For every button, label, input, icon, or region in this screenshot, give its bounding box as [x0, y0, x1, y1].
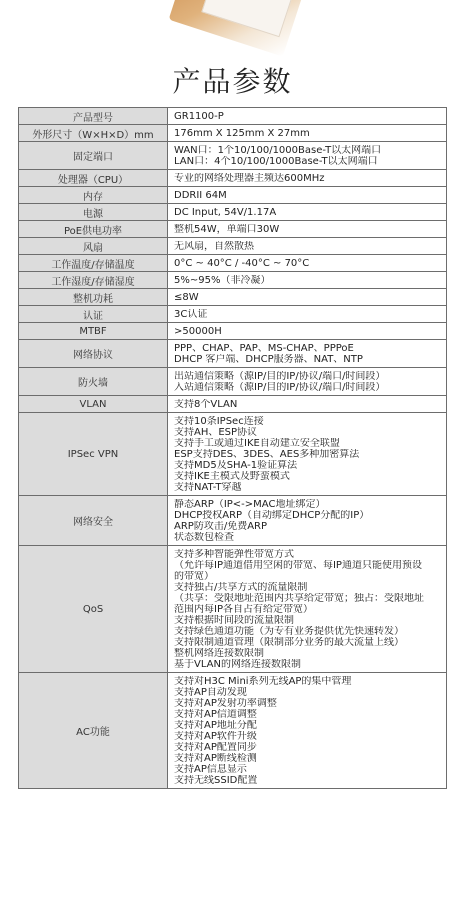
spec-value — [168, 204, 447, 221]
spec-value-line: ARP防攻击/免费ARP — [174, 520, 268, 532]
spec-row — [19, 142, 447, 170]
spec-value-line: 支持IKE主模式及野蛮模式 — [174, 470, 290, 482]
page-title: 产品参数 — [172, 65, 293, 98]
spec-value-line: ESP支持DES、3DES、AES多种加密算法 — [174, 448, 360, 460]
spec-value-line: 0°C ~ 40°C / -40°C ~ 70°C — [174, 257, 310, 269]
spec-value — [168, 289, 447, 306]
spec-value-line: 支持对H3C Mini系列无线AP的集中管理 — [174, 675, 352, 687]
spec-value — [168, 340, 447, 368]
spec-value-line: 支持限制通道管理（限制部分业务的最大流量上线） — [174, 636, 404, 648]
spec-row — [19, 221, 447, 238]
spec-row — [19, 125, 447, 142]
spec-value-line: 范围内每IP各自占有给定带宽） — [174, 603, 313, 615]
spec-label: 内存 — [19, 187, 168, 204]
spec-value-line: 支持独占/共享方式的流量限制 — [174, 581, 308, 593]
spec-value — [168, 306, 447, 323]
spec-label: 电源 — [19, 204, 168, 221]
spec-value-line: 支持AH、ESP协议 — [174, 426, 258, 438]
spec-label: 产品型号 — [19, 108, 168, 125]
spec-label: 网络安全 — [19, 496, 168, 546]
spec-value-line: 支持对AP地址分配 — [174, 719, 257, 731]
spec-value-line: 支持绿色通道功能（为专有业务提供优先快速转发） — [174, 625, 404, 637]
spec-label: 整机功耗 — [19, 289, 168, 306]
spec-value-line: 的带宽） — [174, 570, 214, 582]
spec-value — [168, 108, 447, 125]
spec-value-line: 基于VLAN的网络连接数限制 — [174, 658, 301, 670]
spec-value-line: GR1100-P — [174, 110, 224, 122]
spec-value-line: ≤8W — [174, 291, 199, 303]
spec-value-line: 支持AP自动发现 — [174, 686, 247, 698]
spec-value-line: 出站通信策略（源IP/目的IP/协议/端口/时间段） — [174, 370, 386, 382]
spec-value — [168, 673, 447, 789]
spec-value — [168, 413, 447, 496]
spec-value — [168, 170, 447, 187]
spec-label: QoS — [19, 546, 168, 673]
spec-value-line: 3C认证 — [174, 308, 208, 320]
spec-value — [168, 142, 447, 170]
spec-row — [19, 413, 447, 496]
spec-row — [19, 396, 447, 413]
spec-label: 工作温度/存储温度 — [19, 255, 168, 272]
spec-value-line: 支持对AP配置同步 — [174, 741, 257, 753]
spec-row — [19, 340, 447, 368]
spec-value-line: 支持手工或通过IKE自动建立安全联盟 — [174, 437, 340, 449]
spec-value-line: 支持NAT-T穿越 — [174, 481, 242, 493]
spec-value-line: 支持无线SSID配置 — [174, 774, 258, 786]
spec-value-line: 无风扇，自然散热 — [174, 240, 254, 252]
spec-value-line: DHCP授权ARP（自动绑定DHCP分配的IP） — [174, 509, 370, 521]
spec-label: 风扇 — [19, 238, 168, 255]
spec-value — [168, 221, 447, 238]
spec-value-line: 176mm X 125mm X 27mm — [174, 127, 310, 139]
spec-value-line: 整机网络连接数限制 — [174, 647, 264, 659]
spec-label: MTBF — [19, 323, 168, 340]
spec-label: 工作湿度/存储湿度 — [19, 272, 168, 289]
spec-value — [168, 546, 447, 673]
spec-value-line: （共享：受限地址范围内共享给定带宽；独占：受限地址 — [174, 592, 424, 604]
spec-value — [168, 125, 447, 142]
spec-value — [168, 255, 447, 272]
spec-value-line: >50000H — [174, 325, 222, 337]
spec-value — [168, 396, 447, 413]
spec-value-line: WAN口：1个10/100/1000Base-T以太网端口 — [174, 144, 382, 156]
spec-label: VLAN — [19, 396, 168, 413]
spec-value-line: 支持8个VLAN — [174, 398, 238, 410]
spec-value-line: 入站通信策略（源IP/目的IP/协议/端口/时间段） — [174, 381, 386, 393]
spec-row — [19, 323, 447, 340]
spec-row — [19, 289, 447, 306]
spec-value-line: 支持根据时间段的流量限制 — [174, 614, 294, 626]
spec-value-line: 状态数包检查 — [174, 531, 234, 543]
spec-value — [168, 187, 447, 204]
spec-value — [168, 272, 447, 289]
spec-label: 处理器（CPU） — [19, 170, 168, 187]
spec-value-line: （允许每IP通道借用空闲的带宽、每IP通道只能使用预设 — [174, 559, 422, 571]
spec-label: 固定端口 — [19, 142, 168, 170]
spec-value-line: 支持对AP软件升级 — [174, 730, 257, 742]
spec-value-line: 专业的网络处理器主频达600MHz — [174, 172, 325, 184]
spec-row — [19, 170, 447, 187]
spec-row — [19, 306, 447, 323]
spec-value-line: 支持多种智能弹性带宽方式 — [174, 548, 294, 560]
spec-value-line: 支持10条IPSec连接 — [174, 415, 264, 427]
spec-label: 防火墙 — [19, 368, 168, 396]
spec-value-line: 支持AP信息显示 — [174, 763, 247, 775]
spec-value-line: LAN口：4个10/100/1000Base-T以太网端口 — [174, 155, 378, 167]
spec-row — [19, 272, 447, 289]
spec-value — [168, 238, 447, 255]
spec-value-line: 支持对AP断线检测 — [174, 752, 257, 764]
spec-value — [168, 368, 447, 396]
spec-value — [168, 323, 447, 340]
spec-value-line: 静态ARP（IP<->MAC地址绑定） — [174, 498, 326, 510]
spec-value-line: 整机54W，单端口30W — [174, 223, 280, 235]
spec-label: 认证 — [19, 306, 168, 323]
spec-value-line: 支持MD5及SHA-1验证算法 — [174, 459, 298, 471]
spec-value-line: 5%~95%（非冷凝） — [174, 274, 271, 286]
spec-label: AC功能 — [19, 673, 168, 789]
spec-row — [19, 204, 447, 221]
spec-value-line: 支持对AP发射功率调整 — [174, 697, 277, 709]
spec-row — [19, 368, 447, 396]
spec-row — [19, 187, 447, 204]
spec-row — [19, 238, 447, 255]
spec-value-line: 支持对AP信道调整 — [174, 708, 257, 720]
spec-row — [19, 496, 447, 546]
spec-row — [19, 673, 447, 789]
spec-value-line: DHCP 客户端、DHCP服务器、NAT、NTP — [174, 353, 363, 365]
product-image-strip — [0, 0, 465, 60]
spec-value-line: DC Input, 54V/1.17A — [174, 206, 277, 218]
spec-label: 网络协议 — [19, 340, 168, 368]
spec-row — [19, 108, 447, 125]
spec-table — [18, 107, 447, 789]
spec-label: PoE供电功率 — [19, 221, 168, 238]
spec-label: IPSec VPN — [19, 413, 168, 496]
spec-row — [19, 255, 447, 272]
spec-value-line: DDRII 64M — [174, 189, 227, 201]
spec-value-line: PPP、CHAP、PAP、MS-CHAP、PPPoE — [174, 342, 354, 354]
spec-row — [19, 546, 447, 673]
spec-value — [168, 496, 447, 546]
spec-label: 外形尺寸（W×H×D）mm — [19, 125, 168, 142]
